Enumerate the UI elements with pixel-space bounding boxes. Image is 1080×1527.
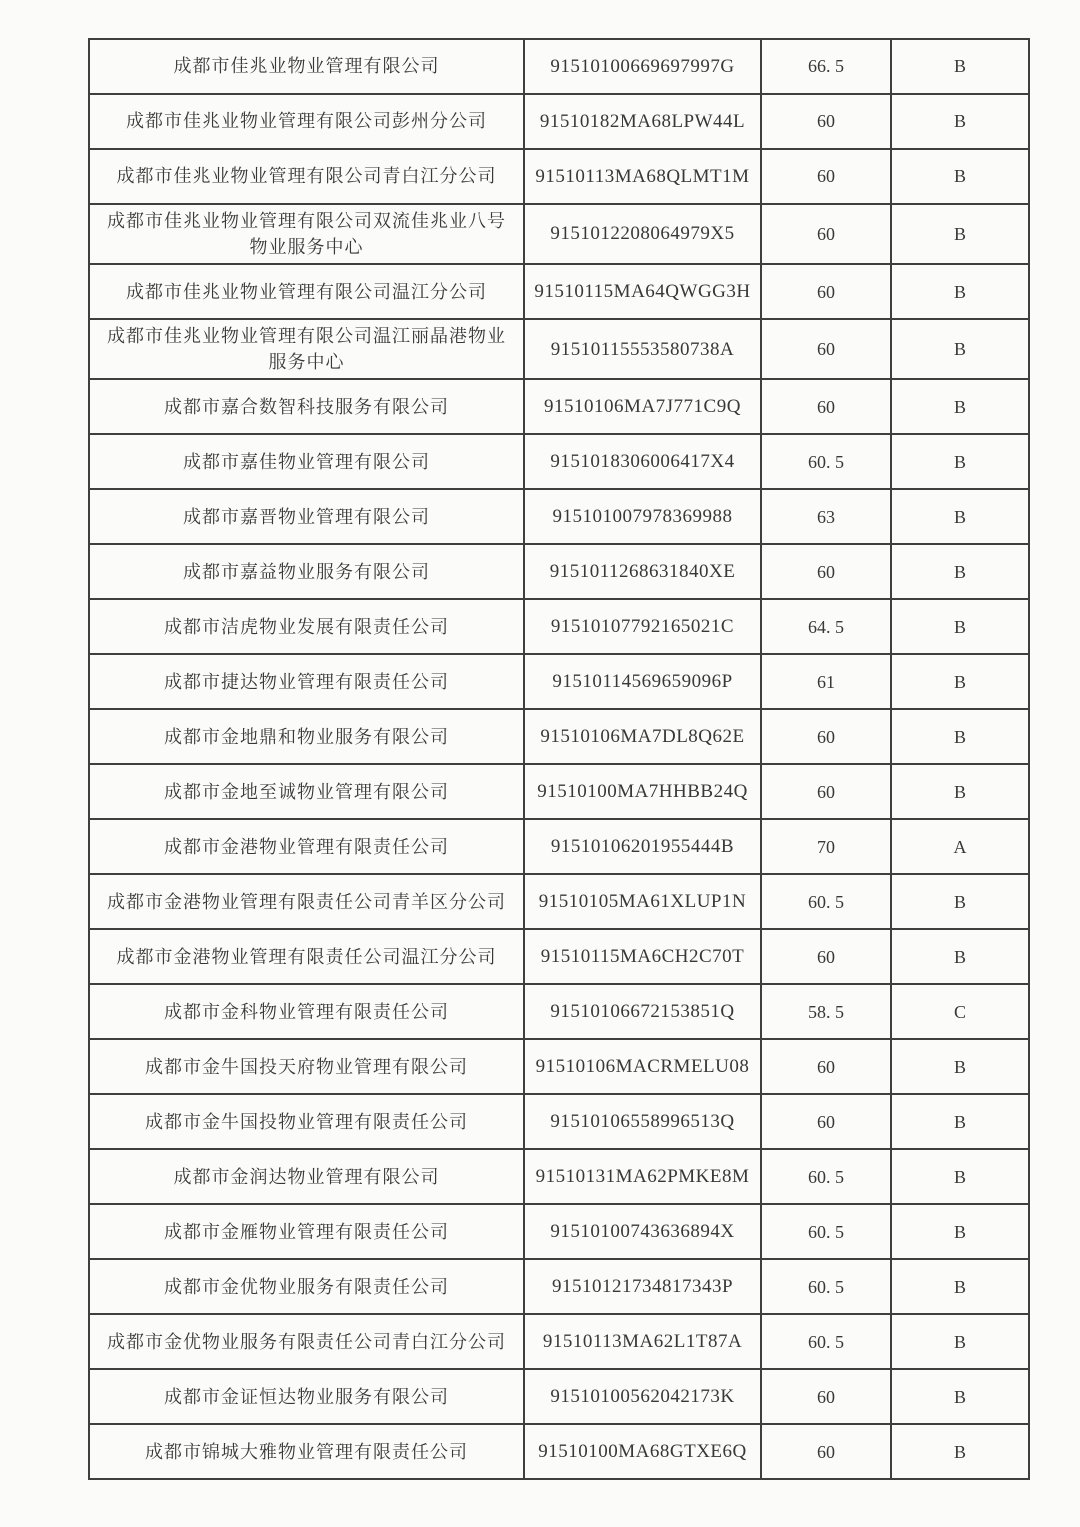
table-row [89,544,1029,599]
table-row [89,1259,1029,1314]
company-name-cell: 成都市金港物业管理有限责任公司温江分公司 [89,929,524,984]
table-row [89,319,1029,379]
company-name-cell: 成都市金证恒达物业服务有限公司 [89,1369,524,1424]
credit-code-cell: 91510114569659096P [524,654,761,709]
table-row [89,204,1029,264]
score-cell: 60 [761,379,891,434]
credit-code-cell: 9151011268631840XE [524,544,761,599]
credit-code-cell: 915101007978369988 [524,489,761,544]
credit-code-cell: 91510182MA68LPW44L [524,94,761,149]
company-name-cell: 成都市佳兆业物业管理有限公司温江丽晶港物业服务中心 [89,319,524,379]
table-row [89,94,1029,149]
grade-cell: B [891,709,1029,764]
score-cell: 70 [761,819,891,874]
score-cell: 60 [761,149,891,204]
credit-code-cell: 91510100743636894X [524,1204,761,1259]
company-name-cell: 成都市佳兆业物业管理有限公司双流佳兆业八号物业服务中心 [89,204,524,264]
company-name-cell: 成都市金雁物业管理有限责任公司 [89,1204,524,1259]
company-name-cell: 成都市金优物业服务有限责任公司 [89,1259,524,1314]
score-cell: 64. 5 [761,599,891,654]
table-row [89,1094,1029,1149]
credit-code-cell: 9151018306006417X4 [524,434,761,489]
credit-code-cell: 91510113MA62L1T87A [524,1314,761,1369]
company-name-cell: 成都市金地至诚物业管理有限公司 [89,764,524,819]
table-row [89,1149,1029,1204]
grade-cell: B [891,1149,1029,1204]
credit-code-cell: 91510107792165021C [524,599,761,654]
score-cell: 60. 5 [761,874,891,929]
score-cell: 60 [761,929,891,984]
grade-cell: B [891,544,1029,599]
grade-cell: B [891,1314,1029,1369]
grade-cell: B [891,149,1029,204]
grade-cell: B [891,1039,1029,1094]
table-row [89,1314,1029,1369]
table-row [89,264,1029,319]
company-name-cell: 成都市捷达物业管理有限责任公司 [89,654,524,709]
score-cell: 60 [761,319,891,379]
score-cell: 60 [761,94,891,149]
company-name-cell: 成都市金润达物业管理有限公司 [89,1149,524,1204]
grade-cell: B [891,94,1029,149]
score-cell: 63 [761,489,891,544]
score-cell: 60 [761,544,891,599]
company-name-cell: 成都市金港物业管理有限责任公司 [89,819,524,874]
table-row [89,764,1029,819]
score-cell: 58. 5 [761,984,891,1039]
grade-cell: B [891,1094,1029,1149]
company-name-cell: 成都市佳兆业物业管理有限公司青白江分公司 [89,149,524,204]
table-row [89,984,1029,1039]
table-row [89,599,1029,654]
company-name-cell: 成都市金牛国投天府物业管理有限公司 [89,1039,524,1094]
table-row [89,1424,1029,1479]
score-cell: 60 [761,264,891,319]
company-name-cell: 成都市金科物业管理有限责任公司 [89,984,524,1039]
company-name-cell: 成都市金优物业服务有限责任公司青白江分公司 [89,1314,524,1369]
company-name-cell: 成都市佳兆业物业管理有限公司温江分公司 [89,264,524,319]
company-rating-table [88,38,1030,1480]
company-name-cell: 成都市嘉益物业服务有限公司 [89,544,524,599]
company-name-cell: 成都市金牛国投物业管理有限责任公司 [89,1094,524,1149]
table-row [89,489,1029,544]
credit-code-cell: 91510115MA6CH2C70T [524,929,761,984]
table-row [89,654,1029,709]
table-row [89,379,1029,434]
grade-cell: B [891,1424,1029,1479]
credit-code-cell: 91510106558996513Q [524,1094,761,1149]
credit-code-cell: 91510115MA64QWGG3H [524,264,761,319]
credit-code-cell: 91510106MA7DL8Q62E [524,709,761,764]
credit-code-cell: 91510131MA62PMKE8M [524,1149,761,1204]
credit-code-cell: 91510100669697997G [524,39,761,94]
grade-cell: C [891,984,1029,1039]
score-cell: 60 [761,1369,891,1424]
company-name-cell: 成都市嘉合数智科技服务有限公司 [89,379,524,434]
grade-cell: B [891,1204,1029,1259]
company-name-cell: 成都市洁虎物业发展有限责任公司 [89,599,524,654]
score-cell: 60. 5 [761,1149,891,1204]
table-row [89,709,1029,764]
grade-cell: B [891,874,1029,929]
table-row [89,929,1029,984]
credit-code-cell: 91510100MA7HHBB24Q [524,764,761,819]
grade-cell: A [891,819,1029,874]
company-name-cell: 成都市佳兆业物业管理有限公司 [89,39,524,94]
company-name-cell: 成都市金港物业管理有限责任公司青羊区分公司 [89,874,524,929]
credit-code-cell: 91510106672153851Q [524,984,761,1039]
score-cell: 60. 5 [761,434,891,489]
grade-cell: B [891,1259,1029,1314]
score-cell: 60 [761,764,891,819]
grade-cell: B [891,379,1029,434]
score-cell: 60 [761,1424,891,1479]
grade-cell: B [891,39,1029,94]
credit-code-cell: 91510121734817343P [524,1259,761,1314]
credit-code-cell: 91510113MA68QLMT1M [524,149,761,204]
credit-code-cell: 91510106201955444B [524,819,761,874]
score-cell: 61 [761,654,891,709]
company-name-cell: 成都市锦城大雅物业管理有限责任公司 [89,1424,524,1479]
company-table-body [89,39,1029,1479]
credit-code-cell: 91510115553580738A [524,319,761,379]
grade-cell: B [891,654,1029,709]
grade-cell: B [891,434,1029,489]
company-name-cell: 成都市嘉晋物业管理有限公司 [89,489,524,544]
score-cell: 60. 5 [761,1314,891,1369]
table-row [89,1369,1029,1424]
credit-code-cell: 91510106MACRMELU08 [524,1039,761,1094]
credit-code-cell: 91510100562042173K [524,1369,761,1424]
table-row [89,39,1029,94]
company-name-cell: 成都市嘉佳物业管理有限公司 [89,434,524,489]
score-cell: 60. 5 [761,1204,891,1259]
table-row [89,149,1029,204]
grade-cell: B [891,1369,1029,1424]
grade-cell: B [891,204,1029,264]
table-row [89,434,1029,489]
grade-cell: B [891,929,1029,984]
credit-code-cell: 9151012208064979X5 [524,204,761,264]
table-row [89,1204,1029,1259]
score-cell: 60. 5 [761,1259,891,1314]
table-row [89,874,1029,929]
credit-code-cell: 91510106MA7J771C9Q [524,379,761,434]
score-cell: 60 [761,1094,891,1149]
company-name-cell: 成都市金地鼎和物业服务有限公司 [89,709,524,764]
grade-cell: B [891,489,1029,544]
grade-cell: B [891,764,1029,819]
grade-cell: B [891,264,1029,319]
credit-code-cell: 91510105MA61XLUP1N [524,874,761,929]
credit-code-cell: 91510100MA68GTXE6Q [524,1424,761,1479]
score-cell: 60 [761,709,891,764]
table-row [89,1039,1029,1094]
score-cell: 60 [761,1039,891,1094]
grade-cell: B [891,599,1029,654]
table-row [89,819,1029,874]
grade-cell: B [891,319,1029,379]
company-name-cell: 成都市佳兆业物业管理有限公司彭州分公司 [89,94,524,149]
score-cell: 60 [761,204,891,264]
score-cell: 66. 5 [761,39,891,94]
